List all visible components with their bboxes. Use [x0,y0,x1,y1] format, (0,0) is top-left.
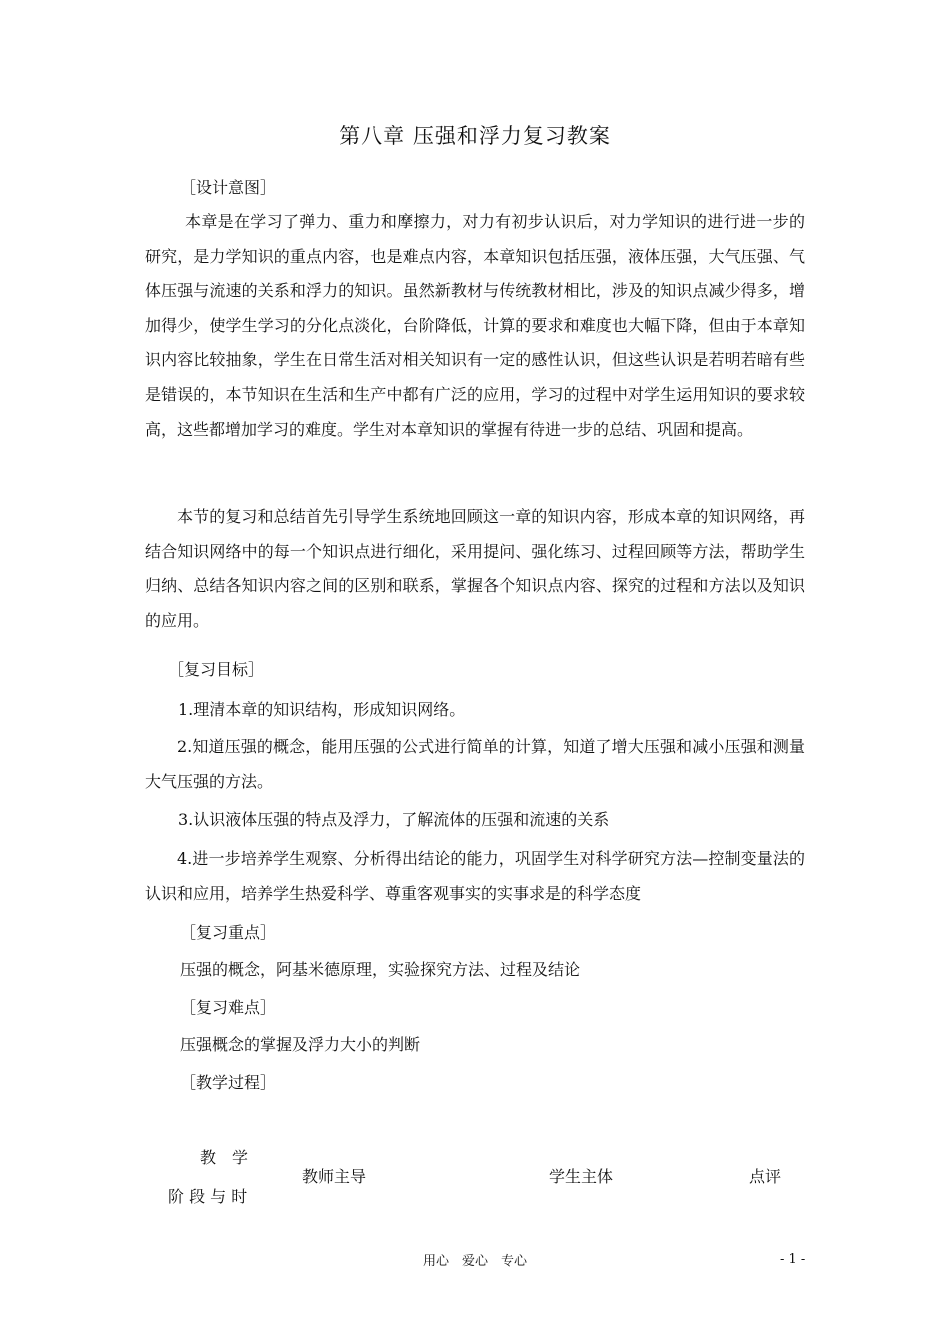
goal-2: 2.知道压强的概念，能用压强的公式进行简单的计算，知道了增大压强和减小压强和测量大气压强的方法。 [145,737,805,791]
goal-3: 3.认识液体压强的特点及浮力，了解流体的压强和流速的关系 [178,810,610,829]
key-points-heading: ［复习重点］ [180,923,277,942]
table-header-comment: 点评 [749,1167,782,1186]
design-paragraph-2: 本节的复习和总结首先引导学生系统地回顾这一章的知识内容，形成本章的知识网络，再结合知识网络中的每一个知识点进行细化，采用提问、强化练习、过程回顾等方法，帮助学生归纳、总结各知识内容之间的区别和联系，掌握各个知识点内容、探究的过程和方法以及知识的应用。 [145,507,805,630]
goals-heading: ［复习目标］ [168,660,265,679]
design-heading: ［设计意图］ [180,178,277,197]
table-header-stage-line2: 阶 段 与 时 [168,1187,248,1206]
goal-1: 1.理清本章的知识结构，形成知识网络。 [178,700,466,719]
table-header-stage-line1: 教 学 [200,1148,249,1167]
table-header-teacher: 教师主导 [302,1167,367,1186]
page-number: - 1 - [780,1252,806,1267]
goal-4: 4.进一步培养学生观察、分析得出结论的能力，巩固学生对科学研究方法—控制变量法的认识和应用，培养学生热爱科学、尊重客观事实的实事求是的科学态度 [145,849,805,903]
page-title: 第八章 压强和浮力复习教案 [339,124,611,148]
key-points-text: 压强的概念，阿基米德原理，实验探究方法、过程及结论 [180,960,581,979]
process-heading: ［教学过程］ [180,1073,277,1092]
design-paragraph-1: 本章是在学习了弹力、重力和摩擦力，对力有初步认识后，对力学知识的进行进一步的研究，是力学知识的重点内容，也是难点内容，本章知识包括压强，液体压强，大气压强、气体压强与流速的关系和浮力的知识。虽然新教材与传统教材相比，涉及的知识点减少得多，增加得少，使学生学习的分化点淡化，台阶降低，计算的要求和难度也大幅下降，但由于本章知识内容比较抽象，学生在日常生活对相关知识有一定的感性认识，但这些认识是若明若暗有些是错误的，本节知识在生活和生产中都有广泛的应用，学习的过程中对学生运用知识的要求较高，这些都增加学习的难度。学生对本章知识的掌握有待进一步的总结、巩固和提高。 [145,212,805,439]
table-header-student: 学生主体 [549,1167,614,1186]
difficulty-text: 压强概念的掌握及浮力大小的判断 [180,1035,421,1054]
difficulty-heading: ［复习难点］ [180,998,277,1017]
footer-motto: 用心 爱心 专心 [422,1254,527,1269]
